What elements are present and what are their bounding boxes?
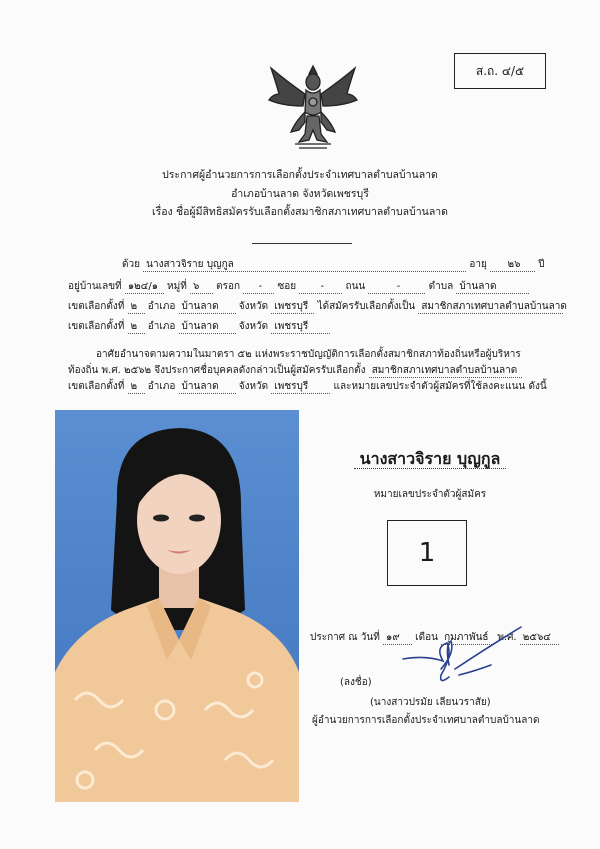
age-field: ๒๖ bbox=[490, 258, 535, 272]
para2-zone-field: ๒ bbox=[128, 380, 145, 394]
signer-title: ผู้อำนวยการการเลือกตั้งประจำเทศบาลตำบลบ้านลาด bbox=[312, 715, 540, 726]
moo-field: ๖ bbox=[190, 280, 213, 294]
zone-label-2: เขตเลือกตั้งที่ bbox=[68, 321, 125, 332]
para1-line3 bbox=[68, 300, 567, 314]
amphoe-label: อำเภอ bbox=[147, 301, 176, 312]
amphoe-field: บ้านลาด bbox=[179, 300, 236, 314]
applicant-name-field: นางสาวจิราย บุญกูล bbox=[143, 258, 466, 272]
year-label: ปี bbox=[538, 259, 545, 270]
candidate-number-box: 1 bbox=[387, 520, 467, 586]
soi-label: ซอย bbox=[277, 281, 297, 292]
candidate-name bbox=[300, 447, 560, 472]
para2-line2 bbox=[68, 364, 522, 378]
signer-name: (นางสาวปรมัย เลียนวราสัย) bbox=[370, 697, 491, 708]
moo-label: หมู่ที่ bbox=[167, 281, 187, 292]
para2-line3 bbox=[68, 380, 547, 394]
by-label: ด้วย bbox=[122, 259, 140, 270]
year-label: พ.ศ. bbox=[497, 632, 517, 643]
announce-year-field: ๒๕๖๔ bbox=[520, 631, 559, 645]
tambon-label: ตำบล bbox=[428, 281, 454, 292]
province-label-2: จังหวัด bbox=[238, 321, 269, 332]
handwritten-signature bbox=[395, 625, 525, 695]
trok-label: ตรอก bbox=[216, 281, 241, 292]
header-line-1: ประกาศผู้อำนวยการการเลือกตั้งประจำเทศบาลตำบลบ้านลาด bbox=[162, 169, 438, 181]
amphoe-label-2: อำเภอ bbox=[147, 321, 176, 332]
age-label: อายุ bbox=[469, 259, 487, 270]
zone-label: เขตเลือกตั้งที่ bbox=[68, 301, 125, 312]
soi-field: - bbox=[299, 280, 342, 294]
garuda-emblem-icon bbox=[265, 60, 361, 154]
tambon-field: บ้านลาด bbox=[456, 280, 529, 294]
trok-field: - bbox=[243, 280, 274, 294]
para2-line1: อาศัยอำนาจตามความในมาตรา ๕๒ แห่งพระราชบัญญัติการเลือกตั้งสมาชิกสภาท้องถิ่นหรือผู้บริหาร bbox=[96, 349, 521, 360]
para2-province-label: จังหวัด bbox=[238, 381, 269, 392]
amphoe-field-2: บ้านลาด bbox=[179, 320, 236, 334]
road-field: - bbox=[368, 280, 425, 294]
province-field: เพชรบุรี bbox=[271, 300, 314, 314]
apply-text: ได้สมัครรับเลือกตั้งเป็น bbox=[317, 301, 416, 312]
para1-line1 bbox=[122, 258, 545, 272]
para2-amphoe-field: บ้านลาด bbox=[179, 380, 236, 394]
address-label: อยู่บ้านเลขที่ bbox=[68, 281, 122, 292]
province-label: จังหวัด bbox=[238, 301, 269, 312]
para2-position-field: สมาชิกสภาเทศบาลตำบลบ้านลาด bbox=[369, 364, 522, 378]
announce-month-field: กุมภาพันธ์ bbox=[441, 631, 494, 645]
position-field: สมาชิกสภาเทศบาลตำบลบ้านลาด bbox=[418, 300, 563, 314]
month-label: เดือน bbox=[415, 632, 438, 643]
candidate-portrait-icon bbox=[55, 410, 299, 802]
province-field-2: เพชรบุรี bbox=[271, 320, 330, 334]
para2-province-field: เพชรบุรี bbox=[271, 380, 330, 394]
road-label: ถนน bbox=[345, 281, 366, 292]
candidate-name-text: นางสาวจิราย บุญกูล bbox=[354, 449, 507, 469]
header-divider bbox=[252, 243, 352, 244]
para2-tail: และหมายเลขประจำตัวผู้สมัครที่ใช้ลงคะแนน ดังนี้ bbox=[333, 381, 547, 392]
para1-line4 bbox=[68, 320, 330, 334]
candidate-number-label: หมายเลขประจำตัวผู้สมัคร bbox=[373, 489, 487, 500]
announce-prefix: ประกาศ ณ วันที่ bbox=[310, 632, 380, 643]
header-line-2: อำเภอบ้านลาด จังหวัดเพชรบุรี bbox=[231, 188, 369, 200]
para1-line2 bbox=[68, 280, 529, 294]
candidate-photo bbox=[55, 410, 299, 802]
zone-field-2: ๒ bbox=[128, 320, 145, 334]
form-code-box: ส.ถ. ๔/๕ bbox=[454, 53, 546, 89]
announce-day-field: ๑๙ bbox=[383, 631, 412, 645]
para2-amphoe-label: อำเภอ bbox=[147, 381, 176, 392]
header-subject: เรื่อง ชื่อผู้มีสิทธิสมัครรับเลือกตั้งสมาชิกสภาเทศบาลตำบลบ้านลาด bbox=[152, 206, 448, 218]
para2-text: ท้องถิ่น พ.ศ. ๒๕๖๒ จึงประกาศชื่อบุคคลดังกล่าวเป็นผู้สมัครรับเลือกตั้ง bbox=[68, 365, 366, 376]
para2-zone-label: เขตเลือกตั้งที่ bbox=[68, 381, 125, 392]
house-number-field: ๑๒๔/๑ bbox=[125, 280, 164, 294]
sign-label: (ลงชื่อ) bbox=[340, 677, 372, 688]
zone-field: ๒ bbox=[128, 300, 145, 314]
